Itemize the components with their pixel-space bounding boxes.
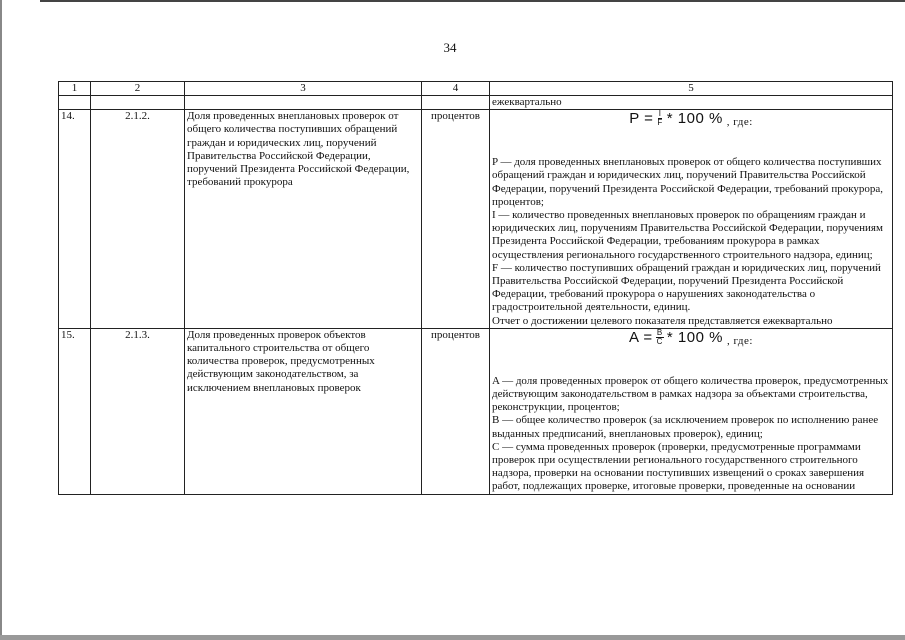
indicator-name: Доля проведенных проверок объектов капитального строительства от общего количества проверок, предусмотренных действующим законодательством, за исключением внеплановых проверок [185, 328, 422, 494]
unit-of-measure: процентов [422, 328, 490, 494]
formula-lhs: P = [629, 110, 654, 128]
formula-numerator: B [656, 327, 663, 337]
formula-lhs: A = [629, 328, 653, 346]
calculation-method [490, 110, 893, 329]
formula-fraction [656, 329, 664, 346]
calculation-method [490, 328, 893, 494]
column-header-3: 3 [185, 82, 422, 96]
indicator-code: 2.1.3. [91, 328, 185, 494]
definition-paragraph: A — доля проведенных проверок от общего количества проверок, предусмотренных действующим законодательством в рамках надзора за объектами строительства, реконструкции, процентов; [492, 374, 889, 414]
continuation-row [59, 96, 893, 110]
row-number: 14. [59, 110, 91, 329]
table-row [59, 328, 893, 494]
unit-of-measure: процентов [422, 110, 490, 329]
continuation-text: ежеквартально [490, 96, 893, 110]
formula-suffix: , где: [726, 334, 753, 347]
formula-numerator: I [658, 109, 662, 119]
indicator-code: 2.1.2. [91, 110, 185, 329]
column-header-5: 5 [490, 82, 893, 96]
scan-edge-bottom [0, 635, 905, 640]
scan-edge-top [40, 0, 905, 2]
definition-paragraph: Отчет о достижении целевого показателя представляется ежеквартально [492, 314, 833, 327]
formula-rhs: * 100 % [666, 328, 723, 346]
scan-edge-left [0, 0, 2, 640]
formula [492, 329, 890, 362]
row-number: 15. [59, 328, 91, 494]
column-header-1: 1 [59, 82, 91, 96]
definition-paragraph: B — общее количество проверок (за исключением проверок по исполнению ранее выданных предписаний, внеплановых проверок), единиц; [492, 414, 879, 440]
column-header-4: 4 [422, 82, 490, 96]
definition-paragraph: F — количество поступивших обращений граждан и юридических лиц, поручений Правительства Российской Федерации, поручений Президента Российской Федерации, требований прокурора о нарушениях законодательства о градостроительной деятельности, единиц. [492, 261, 881, 314]
indicators-table [58, 81, 893, 495]
indicator-name: Доля проведенных внеплановых проверок от общего количества поступивших обращений граждан и юридических лиц, поручений Правительства Российской Федерации, поручений Президента Российской Федерации, требований прокурора [185, 110, 422, 329]
page-number: 34 [443, 40, 457, 55]
table-row [59, 110, 893, 329]
formula-fraction [656, 110, 663, 127]
formula-denominator: F [657, 118, 663, 128]
formula-denominator: C [656, 336, 663, 346]
definition-paragraph: C — сумма проведенных проверок (проверки, предусмотренные программами проверок при осуществлении регионального государственного строительного надзора, проверки на основании поступивших извещений о сроках завершения работ, подлежащих проверке, итоговые проверки, проведенные на основании [492, 440, 865, 493]
formula [492, 110, 890, 143]
formula-rhs: * 100 % [666, 110, 723, 128]
column-header-2: 2 [91, 82, 185, 96]
definition-paragraph: I — количество проведенных внеплановых проверок по обращениям граждан и юридических лиц, поручениям Правительства Российской Федерации, поручениям Президента Российской Федерации, требованиям прокурора в рамках осуществления регионального государственного строительного надзора, единиц; [492, 209, 883, 261]
formula-suffix: , где: [726, 116, 753, 129]
definition-paragraph: P — доля проведенных внеплановых проверок от общего количества поступивших обращений граждан и юридических лиц, поручений Правительства Российской Федерации, поручений Президента Российской Федерации, требований прокурора, процентов; [492, 156, 884, 208]
table-header-row [59, 82, 893, 96]
